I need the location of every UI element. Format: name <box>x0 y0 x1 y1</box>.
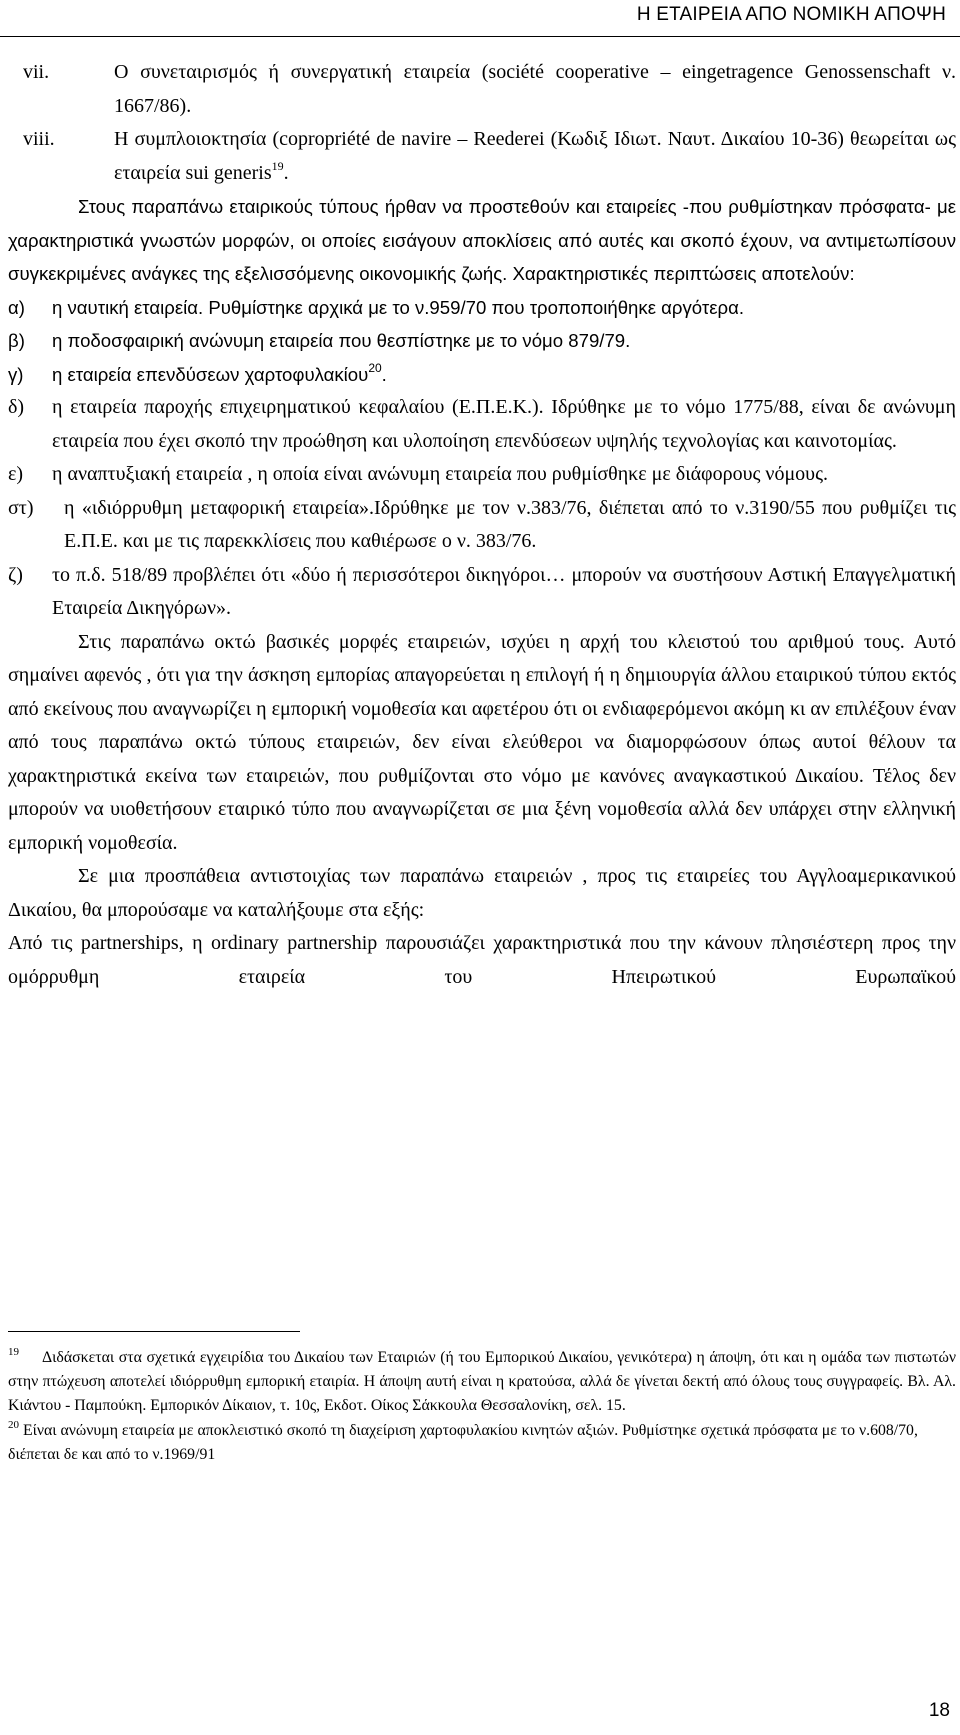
footnote-number: 20 <box>8 1418 19 1431</box>
roman-numeral: viii. <box>23 128 55 150</box>
list-label: στ) <box>8 496 34 519</box>
list-label: ε) <box>8 463 24 485</box>
list-item-text: η εταιρεία παροχής επιχειρηματικού κεφαλαίου (Ε.Π.Ε.Κ.). Ιδρύθηκε με το νόμο 1775/88, είναι δε ανώνυμη εταιρεία που έχει σκοπό την προώθηση και υλοποίηση επενδύσεων υψηλής τεχνολογίας και καινοτομίας. <box>52 396 956 452</box>
header-rule <box>0 36 960 37</box>
list-label: ζ) <box>8 563 23 586</box>
list-item-text-end: . <box>381 363 387 385</box>
list-item-d <box>8 391 956 458</box>
list-item-text: το π.δ. 518/89 προβλέπει ότι «δύο ή περισσότεροι δικηγόροι… μπορούν να συστήσουν Αστική Επαγγελματική Εταιρεία Δικηγόρων». <box>52 563 956 619</box>
footnote-ref-20[interactable]: 20 <box>368 360 382 375</box>
list-item-text: η εταιρεία επενδύσεων χαρτοφυλακίου <box>52 363 369 385</box>
intro-paragraph: Στους παραπάνω εταιρικούς τύπους ήρθαν να προστεθούν και εταιρείες -που ρυθμίστηκαν πρόσφατα- με χαρακτηριστικά γνωστών μορφών, οι οποίες εισάγουν αποκλίσεις από αυτές και σκοπό έχουν, να αντιμετωπίσουν συγκεκριμένες ανάγκες της εξελισσόμενης οικονομικής ζωής. Χαρακτηριστικές περιπτώσεις αποτελούν: <box>8 196 956 284</box>
footnote-text: Είναι ανώνυμη εταιρεία με αποκλειστικό σκοπό τη διαχείριση χαρτοφυλακίου κινητών αξιών. Ρυθμίστηκε σχετικά πρόσφατα με το ν.608/70, διέπεται δε και από το ν.1969/91 <box>8 1421 918 1463</box>
list-item-st <box>8 492 956 559</box>
list-item-text: η ποδοσφαιρική ανώνυμη εταιρεία που θεσπίστηκε με το νόμο 879/79. <box>52 330 631 351</box>
list-item-text: η αναπτυξιακή εταιρεία , η οποία είναι ανώνυμη εταιρεία που ρυθμίσθηκε με διάφορους νόμους. <box>52 463 828 485</box>
page-number: 18 <box>928 1700 950 1721</box>
footnotes <box>8 1346 956 1467</box>
partnerships-paragraph: Από τις partnerships, η ordinary partnership παρουσιάζει χαρακτηριστικά που την κάνουν πλησιέστερη προς την ομόρρυθμη εταιρεία του Ηπειρωτικού Ευρωπαϊκού <box>8 932 956 988</box>
roman-item-text: Η συμπλοιοκτησία (copropriété de navire – Reederei (Κωδιξ Ιδιωτ. Ναυτ. Δικαίου 10-36) θεωρείται ως εταιρεία sui generis <box>114 128 956 184</box>
list-label: δ) <box>8 396 25 418</box>
list-item-a <box>8 291 956 325</box>
main-text <box>8 56 956 994</box>
list-item-text: η ναυτική εταιρεία. Ρυθμίστηκε αρχικά με το ν.959/70 που τροποποιήθηκε αργότερα. <box>52 296 744 318</box>
list-item-z <box>8 559 956 626</box>
list-item-e <box>8 458 956 492</box>
running-header-title: Η ΕΤΑΙΡΕΙΑ ΑΠΟ ΝΟΜΙΚΗ ΑΠΟΨΗ <box>636 4 946 25</box>
list-item-c <box>8 358 956 392</box>
entity-list <box>8 291 956 392</box>
list-label: α) <box>8 296 25 318</box>
list-label: γ) <box>8 363 24 385</box>
list-item-b <box>8 324 956 358</box>
roman-list-item-viii <box>8 123 956 190</box>
roman-list-item-vii <box>8 56 956 123</box>
anglo-american-paragraph: Σε μια προσπάθεια αντιστοιχίας των παραπάνω εταιρειών , προς τις εταιρείες του Αγγλοαμερικανικού Δικαίου, θα μπορούσαμε να καταλήξουμε στα εξής: <box>8 865 956 921</box>
list-item-text: η «ιδιόρρυθμη μεταφορική εταιρεία».Ιδρύθηκε με τον ν.383/76, διέπεται από το ν.3190/55 που ρυθμίζει τις Ε.Π.Ε. και με τις παρεκκλίσεις που καθιέρωσε ο ν. 383/76. <box>64 496 956 552</box>
roman-item-text-end: . <box>283 161 289 184</box>
closed-number-paragraph: Στις παραπάνω οκτώ βασικές μορφές εταιρειών, ισχύει η αρχή του κλειστού του αριθμού τους. Αυτό σημαίνει αφενός , ότι για την άσκηση εμπορίας απαγορεύεται η επιλογή ή η δημιουργία άλλου εταιρικού τύπου εκτός από εκείνους που αναγνωρίζει η εμπορική νομοθεσία και αφετέρου ότι οι ενδιαφερόμενοι ακόμη κι αν επιλέξουν έναν από τους παραπάνω οκτώ τύπους εταιρειών, δεν είναι ελεύθεροι να διαμορφώσουν όπως αυτοί θέλουν τα χαρακτηριστικά εκείνα των εταιρειών, που ρυθμίζονται στο νόμο με κανόνες αναγκαστικού Δικαίου. Τέλος δεν μπορούν να υιοθετήσουν εταιρικό τύπο που αναγνωρίζεται σε μια ξένη νομοθεσία αλλά δεν υπάρχει στην ελληνική εμπορική νομοθεσία. <box>8 630 956 854</box>
roman-item-text: Ο συνεταιρισμός ή συνεργατική εταιρεία (société cooperative – eingetragence Genossenschaft ν. 1667/86). <box>114 61 956 117</box>
footnote-text: Διδάσκεται στα σχετικά εγχειρίδια του Δικαίου των Εταιριών (ή του Εμπορικού Δικαίου, γενικότερα) η άποψη, ότι και η ομάδα των πιστωτών στην πτώχευση αποτελεί ιδιόρρυθμη εμπορική εταιρία. Η άποψη αυτή είναι η κρατούσα, αλλά δε γίνεται δεκτή από όλους τους συγγραφείς. Βλ. Αλ. Κιάντου - Παμπούκη. Εμπορικόν Δίκαιον, τ. 10ς, Εκδοτ. Οίκος Σάκκουλα Θεσσαλονίκη, σελ. 15. <box>8 1349 956 1415</box>
page-header <box>0 0 960 40</box>
footnote-20 <box>8 1419 956 1467</box>
footnote-19 <box>8 1346 956 1419</box>
footnote-ref-19[interactable]: 19 <box>271 158 284 173</box>
list-label: β) <box>8 330 25 351</box>
roman-numeral: vii. <box>23 61 50 83</box>
footnote-separator <box>8 1331 300 1332</box>
entity-list-continued <box>8 391 956 626</box>
footnote-number: 19 <box>8 1346 19 1358</box>
